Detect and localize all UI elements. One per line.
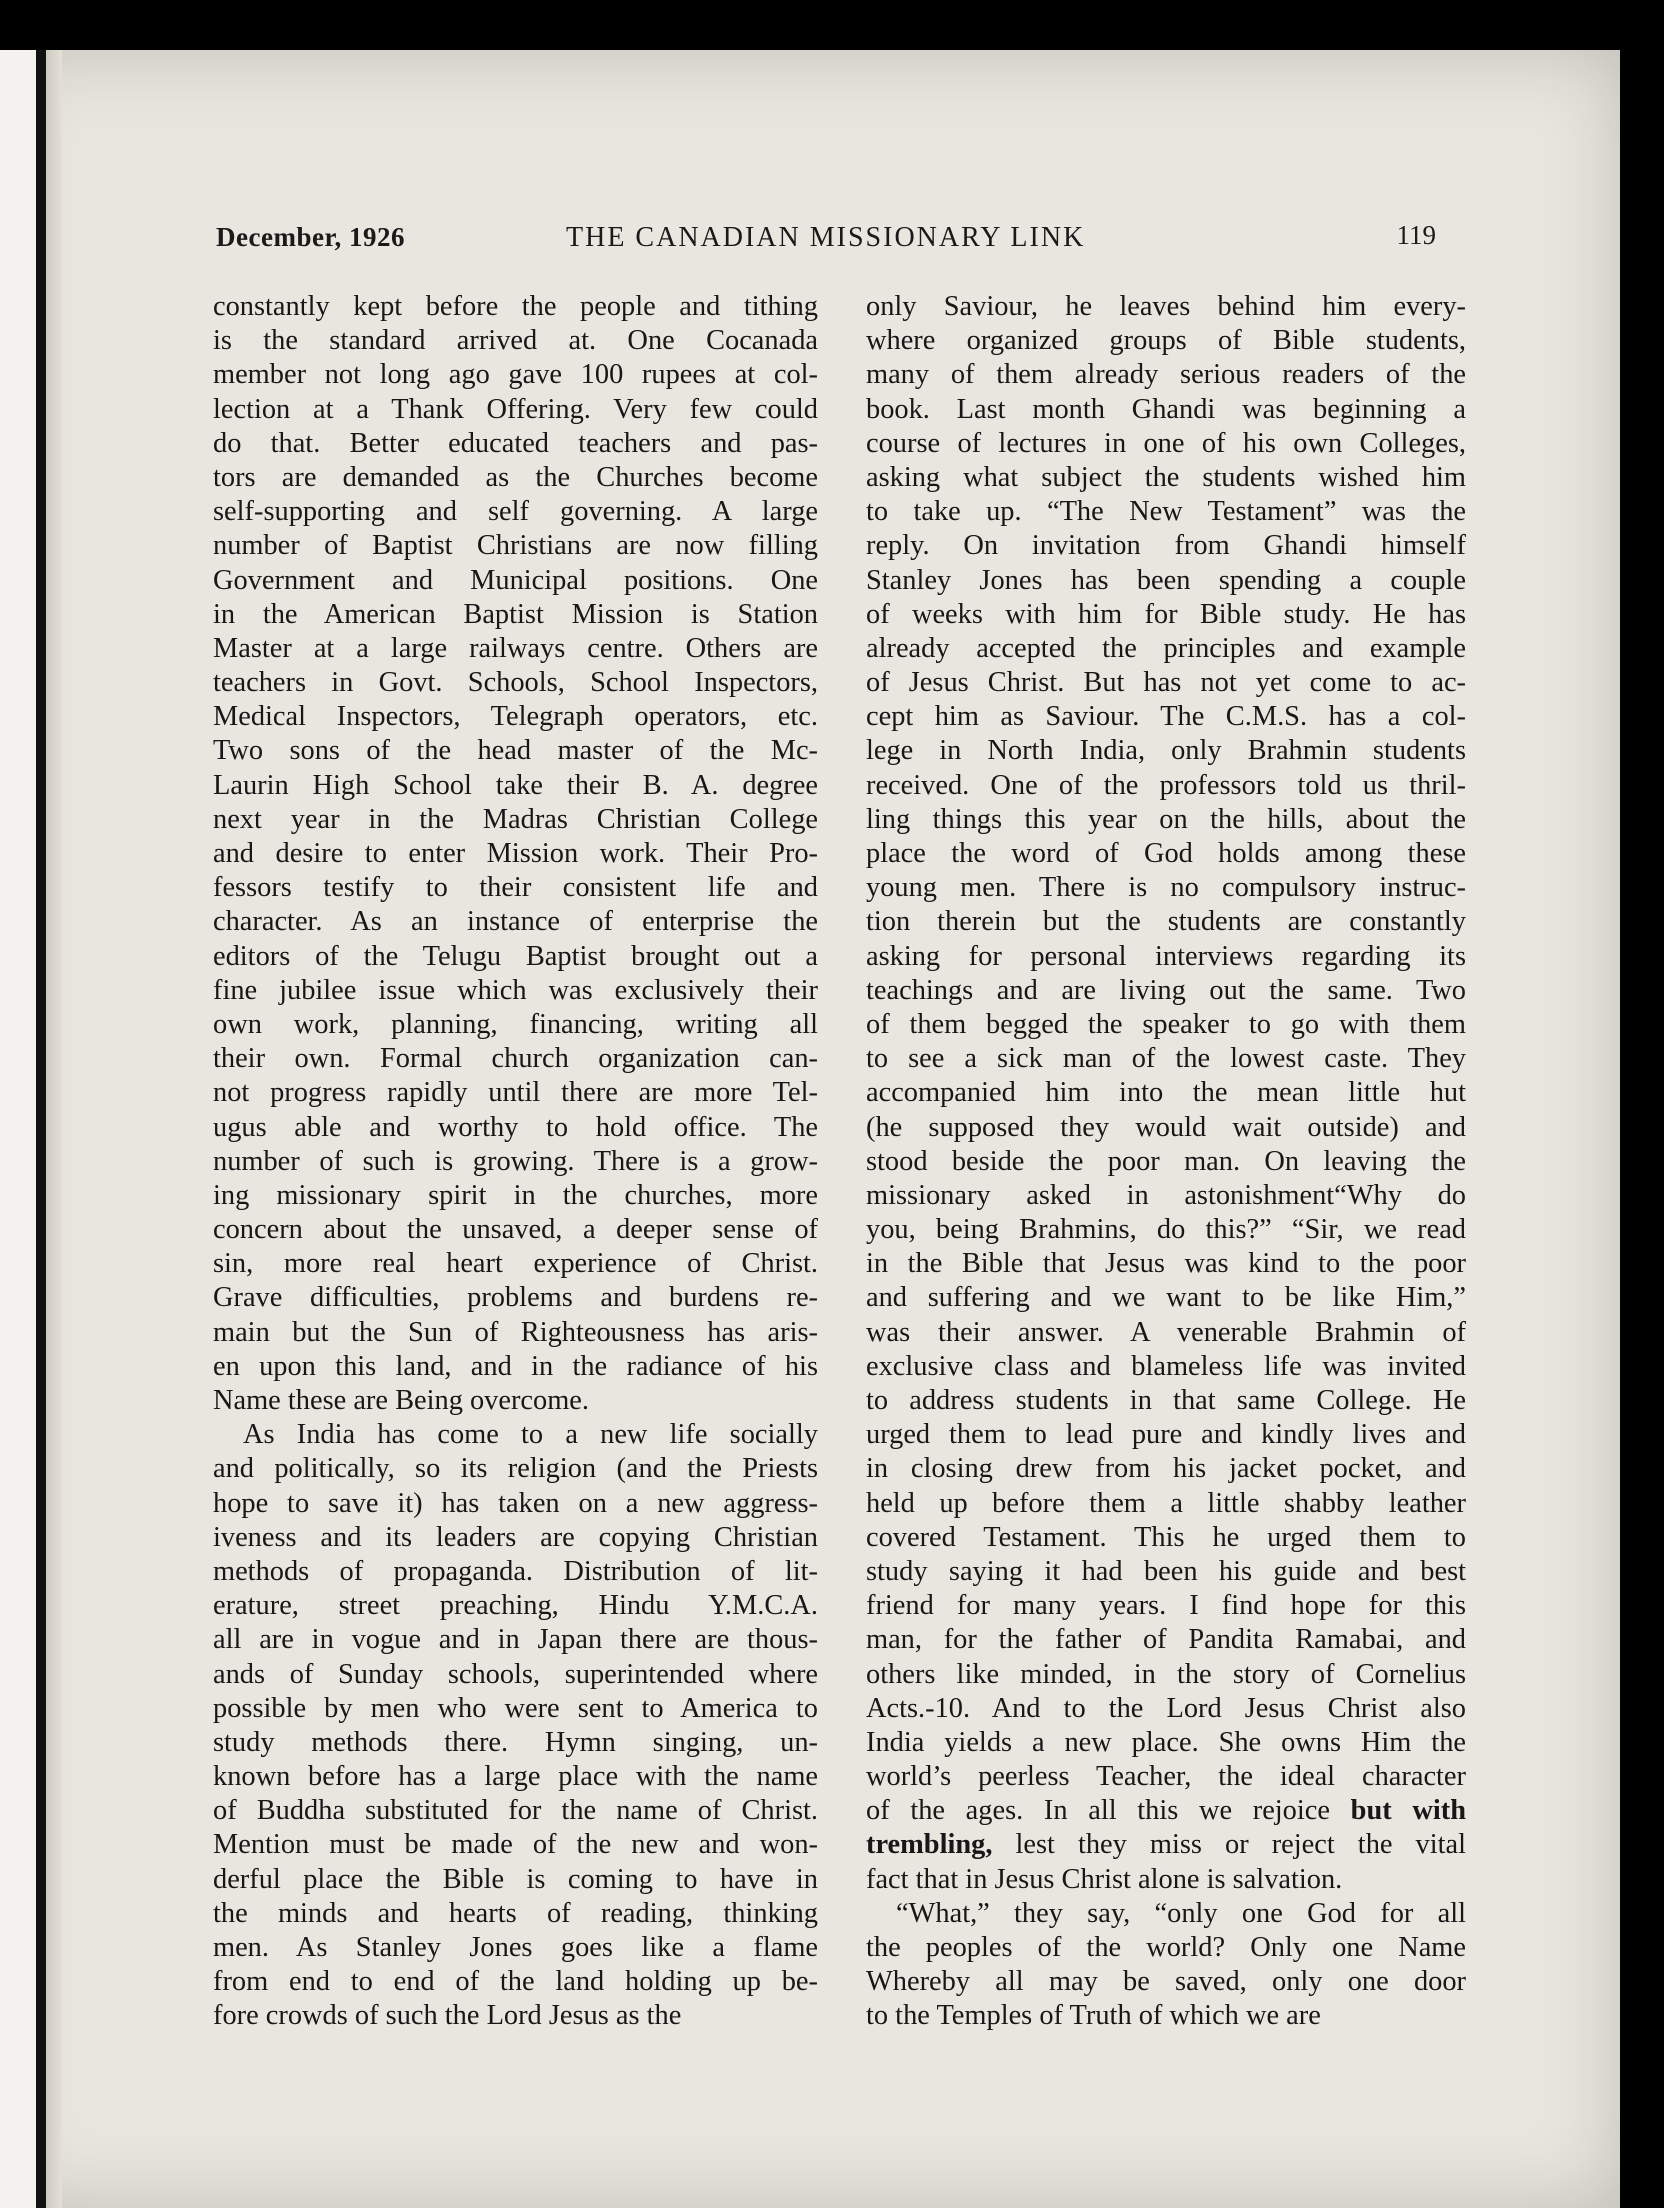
text-line: was their answer. A venerable Brahmin of <box>866 1316 1466 1348</box>
text-line: to take up. “The New Testament” was the <box>866 496 1466 528</box>
text-line: tion therein but the students are constantly <box>866 906 1466 938</box>
text-line: self-supporting and self governing. A large <box>213 496 818 528</box>
text-line: Medical Inspectors, Telegraph operators, etc. <box>213 701 818 733</box>
text-line: to the Temples of Truth of which we are <box>866 2000 1321 2032</box>
text-line: As India has come to a new life socially <box>243 1419 818 1451</box>
text-line: stood beside the poor man. On leaving the <box>866 1145 1466 1177</box>
text-line: Two sons of the head master of the Mc- <box>213 735 818 767</box>
text-line: India yields a new place. She owns Him the <box>866 1726 1466 1758</box>
bold-phrase: trembling, <box>866 1829 993 1861</box>
text-column-left <box>213 290 818 2034</box>
text-line: men. As Stanley Jones goes like a flame <box>213 1932 818 1963</box>
text-line: course of lectures in one of his own Colleges, <box>866 427 1466 459</box>
text-line: ands of Sunday schools, superintended where <box>213 1658 818 1690</box>
text-line: main but the Sun of Righteousness has aris- <box>213 1316 818 1348</box>
text-line: the peoples of the world? Only one Name <box>866 1932 1466 1963</box>
text-line: Acts.-10. And to the Lord Jesus Christ also <box>866 1692 1466 1724</box>
bold-phrase: but with <box>1350 1795 1466 1827</box>
text-line: all are in vogue and in Japan there are thous- <box>213 1624 818 1656</box>
text-line: cept him as Saviour. The C.M.S. has a col- <box>866 701 1466 733</box>
text-line: book. Last month Ghandi was beginning a <box>866 393 1466 425</box>
text-line: concern about the unsaved, a deeper sense of <box>213 1214 818 1246</box>
text-line: to see a sick man of the lowest caste. They <box>866 1043 1466 1075</box>
text-line: ling things this year on the hills, about the <box>866 803 1466 835</box>
text-line: asking for personal interviews regarding its <box>866 940 1466 972</box>
page-number: 119 <box>1396 220 1436 250</box>
text-line: reply. On invitation from Ghandi himself <box>866 530 1466 562</box>
text-line: possible by men who were sent to America to <box>213 1692 818 1724</box>
text-line: own work, planning, financing, writing all <box>213 1008 818 1040</box>
text-line: young men. There is no compulsory instruc- <box>866 872 1466 904</box>
text-line: to address students in that same College. He <box>866 1385 1466 1416</box>
text-line: their own. Formal church organization can- <box>213 1043 818 1075</box>
text-line: and desire to enter Mission work. Their Pro- <box>213 838 818 869</box>
text-line: world’s peerless Teacher, the ideal character <box>866 1761 1466 1793</box>
text-line: of weeks with him for Bible study. He has <box>866 598 1466 630</box>
text-line: others like minded, in the story of Cornelius <box>866 1658 1466 1690</box>
scan-border <box>1620 0 1664 2208</box>
text-line: next year in the Madras Christian College <box>213 803 818 835</box>
text-line: teachings and are living out the same. Two <box>866 974 1466 1006</box>
text-line: ugus able and worthy to hold office. The <box>213 1111 818 1143</box>
text-line: is the standard arrived at. One Cocanada <box>213 325 818 357</box>
text-line: editors of the Telugu Baptist brought out a <box>213 940 818 972</box>
text-line: received. One of the professors told us thril- <box>866 769 1466 801</box>
page-header <box>216 222 1436 266</box>
text-line: do that. Better educated teachers and pas- <box>213 427 818 459</box>
text-line: character. As an instance of enterprise the <box>213 906 818 938</box>
text-line: iveness and its leaders are copying Christian <box>213 1521 818 1553</box>
text-line: not progress rapidly until there are more Tel- <box>213 1077 818 1109</box>
text-line: Name these are Being overcome. <box>213 1385 590 1416</box>
text-line: only Saviour, he leaves behind him every- <box>866 291 1466 322</box>
text-line: in the American Baptist Mission is Station <box>213 598 818 630</box>
text-line: you, being Brahmins, do this?” “Sir, we read <box>866 1214 1466 1246</box>
text-line: constantly kept before the people and tithing <box>213 291 818 322</box>
text-line: Stanley Jones has been spending a couple <box>866 564 1466 596</box>
text-line: Master at a large railways centre. Others are <box>213 632 818 664</box>
text-line: fessors testify to their consistent life and <box>213 872 818 904</box>
text-line: methods of propaganda. Distribution of lit- <box>213 1555 818 1587</box>
text-line: urged them to lead pure and kindly lives and <box>866 1419 1466 1451</box>
text-line: of the ages. In all this we rejoice but with <box>866 1795 1466 1827</box>
text-line: of Jesus Christ. But has not yet come to ac- <box>866 667 1466 699</box>
text-line: and suffering and we want to be like Him,” <box>866 1282 1466 1314</box>
text-line: erature, street preaching, Hindu Y.M.C.A. <box>213 1590 818 1622</box>
text-line: Whereby all may be saved, only one door <box>866 1966 1466 1998</box>
text-line: in closing drew from his jacket pocket, and <box>866 1453 1466 1485</box>
text-line: Laurin High School take their B. A. degree <box>213 769 818 801</box>
header-date: December, 1926 <box>216 222 405 252</box>
text-line: of them begged the speaker to go with them <box>866 1008 1466 1040</box>
text-line: friend for many years. I find hope for this <box>866 1590 1466 1622</box>
text-line <box>866 1828 1466 1862</box>
text-line: Government and Municipal positions. One <box>213 564 818 596</box>
text-line: fact that in Jesus Christ alone is salvation. <box>866 1863 1343 1895</box>
text-line: fine jubilee issue which was exclusively their <box>213 974 818 1006</box>
text-line: hope to save it) has taken on a new aggress- <box>213 1487 818 1519</box>
text-line: place the word of God holds among these <box>866 838 1466 869</box>
text-line: where organized groups of Bible students, <box>866 325 1466 357</box>
text-line: Mention must be made of the new and won- <box>213 1829 818 1861</box>
publication-title: THE CANADIAN MISSIONARY LINK <box>566 222 1086 253</box>
text-line: known before has a large place with the name <box>213 1761 818 1793</box>
text-fragment: lest they miss or reject the vital <box>992 1829 1466 1861</box>
text-line: number of Baptist Christians are now filling <box>213 530 818 562</box>
text-line: “What,” they say, “only one God for all <box>896 1897 1466 1929</box>
text-line: of Buddha substituted for the name of Christ. <box>213 1795 818 1827</box>
text-line: already accepted the principles and example <box>866 632 1466 664</box>
text-line: and politically, so its religion (and the Priests <box>213 1453 818 1485</box>
text-line: exclusive class and blameless life was invited <box>866 1350 1466 1382</box>
text-line: asking what subject the students wished him <box>866 461 1466 493</box>
text-line: accompanied him into the mean little hut <box>866 1077 1466 1109</box>
page-binding-edge <box>0 50 62 2208</box>
text-line: from end to end of the land holding up be- <box>213 1966 818 1998</box>
text-line: man, for the father of Pandita Ramabai, and <box>866 1624 1466 1656</box>
text-line: teachers in Govt. Schools, School Inspectors, <box>213 667 818 699</box>
text-line: missionary asked in astonishment“Why do <box>866 1179 1466 1211</box>
text-line: study methods there. Hymn singing, un- <box>213 1726 818 1758</box>
text-line: the minds and hearts of reading, thinking <box>213 1897 818 1929</box>
text-line: member not long ago gave 100 rupees at col- <box>213 359 818 391</box>
text-line: covered Testament. This he urged them to <box>866 1521 1466 1553</box>
text-line: tors are demanded as the Churches become <box>213 461 818 493</box>
text-line: Grave difficulties, problems and burdens re- <box>213 1282 818 1314</box>
text-line: in the Bible that Jesus was kind to the poor <box>866 1248 1466 1280</box>
text-line: derful place the Bible is coming to have in <box>213 1863 818 1895</box>
text-line: lege in North India, only Brahmin students <box>866 735 1466 767</box>
text-line: fore crowds of such the Lord Jesus as the <box>213 2000 682 2032</box>
text-line: sin, more real heart experience of Christ. <box>213 1248 818 1280</box>
text-line: (he supposed they would wait outside) and <box>866 1111 1466 1143</box>
text-line: ing missionary spirit in the churches, more <box>213 1179 818 1211</box>
text-line: many of them already serious readers of the <box>866 359 1466 391</box>
text-line: study saying it had been his guide and best <box>866 1555 1466 1587</box>
text-line: number of such is growing. There is a grow- <box>213 1145 818 1177</box>
text-line: held up before them a little shabby leather <box>866 1487 1466 1519</box>
text-line: en upon this land, and in the radiance of his <box>213 1350 818 1382</box>
text-column-right <box>866 290 1466 2034</box>
text-line: lection at a Thank Offering. Very few could <box>213 393 818 425</box>
